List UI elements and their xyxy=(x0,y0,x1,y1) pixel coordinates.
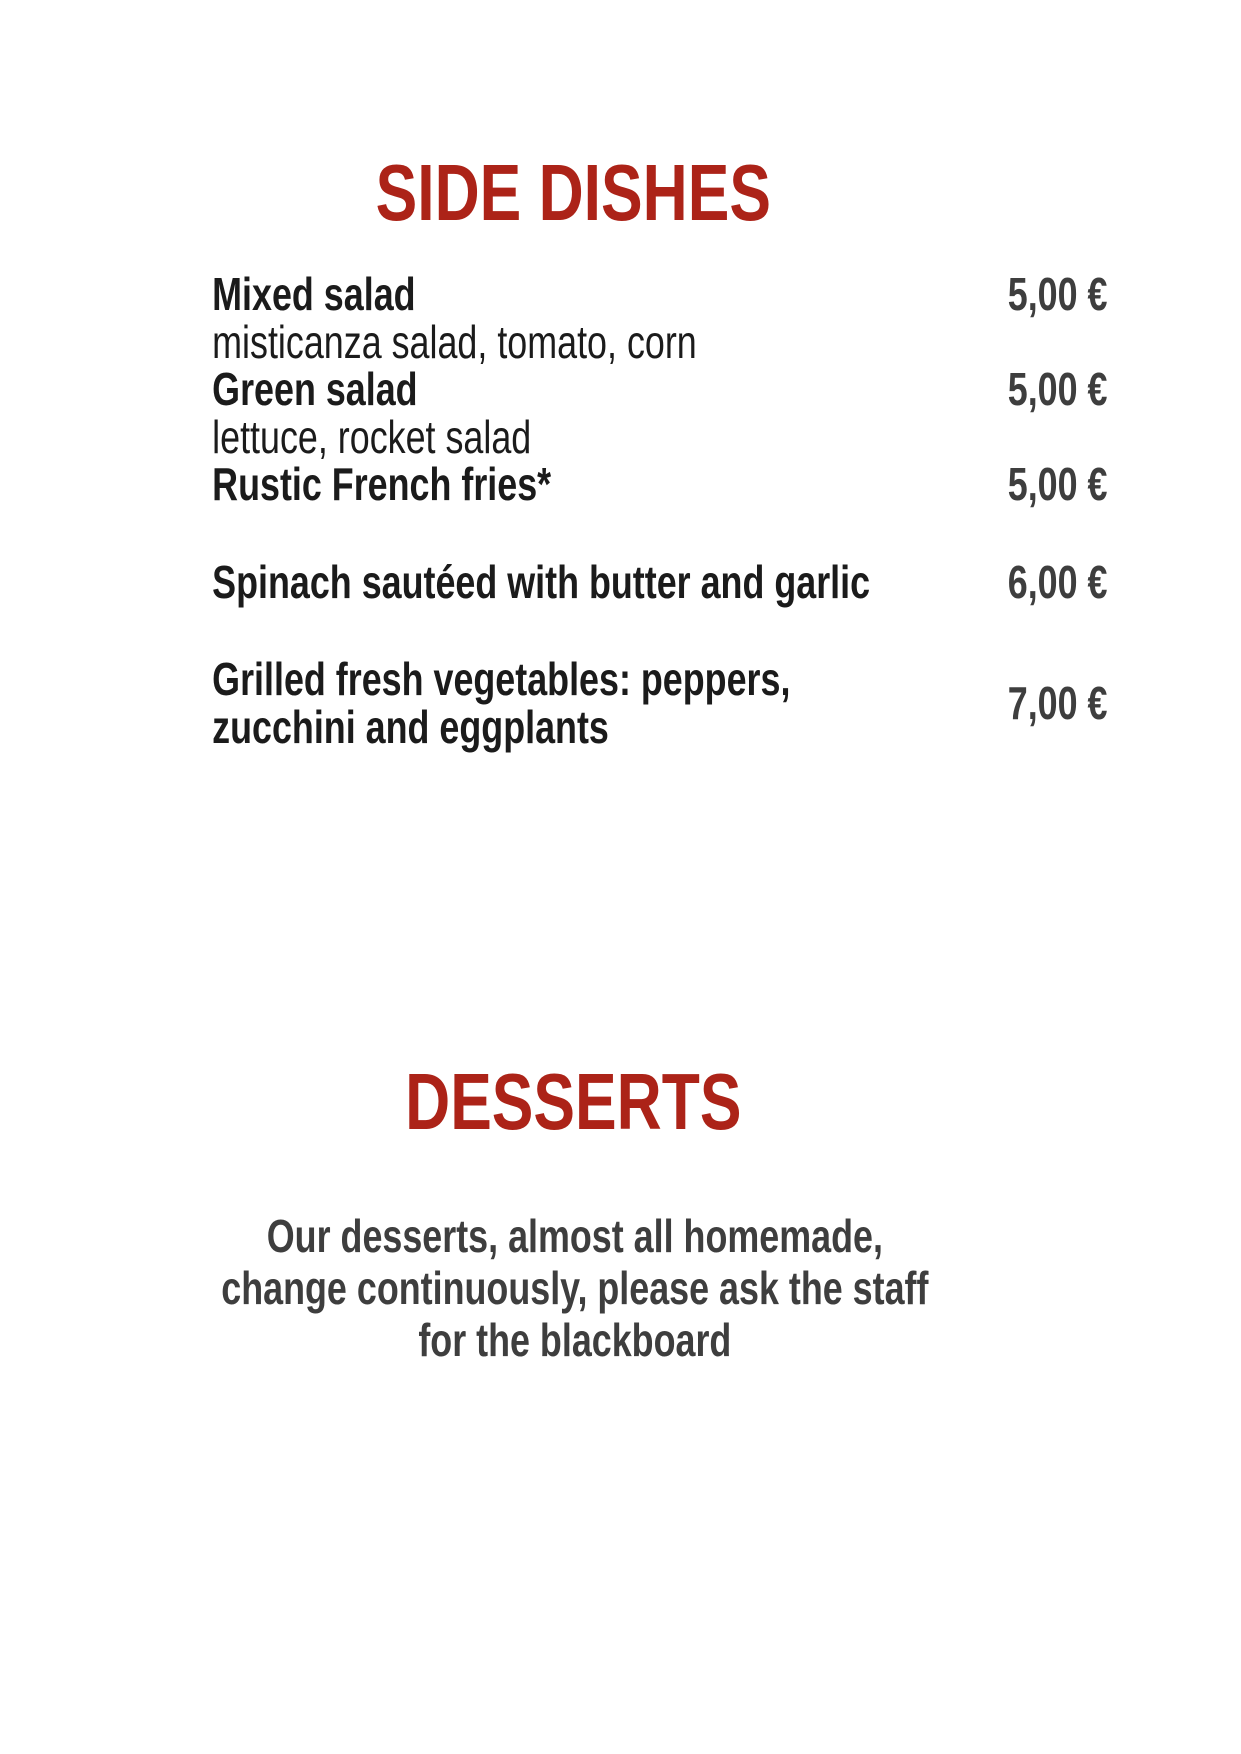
menu-item-row xyxy=(212,458,1195,510)
menu-item-price: 6,00 € xyxy=(1007,555,1108,608)
desserts-note-line: change continuously, please ask the staff xyxy=(221,1262,929,1314)
menu-item-name: Spinach sautéed with butter and garlic xyxy=(212,555,871,608)
menu-item-name xyxy=(212,653,1008,753)
side-dishes-heading: SIDE DISHES xyxy=(375,148,771,237)
menu-item-row xyxy=(212,555,1195,608)
menu-item-name: Green salad xyxy=(212,363,418,415)
menu-item-price: 5,00 € xyxy=(1007,363,1108,415)
menu-item-price: 5,00 € xyxy=(1007,268,1108,320)
menu-item-name: Mixed salad xyxy=(212,268,416,320)
menu-item-name-line: zucchini and eggplants xyxy=(212,700,609,753)
menu-item-description: misticanza salad, tomato, corn xyxy=(212,315,697,368)
menu-item-description-row xyxy=(212,315,1195,368)
menu-item-price: 5,00 € xyxy=(1007,458,1108,510)
desserts-note xyxy=(146,1210,1004,1366)
menu-item-name: Rustic French fries* xyxy=(212,458,552,510)
menu-item-row xyxy=(212,363,1195,415)
menu-item-row xyxy=(212,653,1195,753)
menu-item-name-line: Grilled fresh vegetables: peppers, xyxy=(212,653,791,705)
desserts-note-line: Our desserts, almost all homemade, xyxy=(266,1210,883,1262)
menu-item-description-row xyxy=(212,410,1195,463)
desserts-heading: DESSERTS xyxy=(405,1057,742,1146)
menu-item-description: lettuce, rocket salad xyxy=(212,410,532,463)
menu-item-price: 7,00 € xyxy=(1007,676,1108,729)
desserts-note-line: for the blackboard xyxy=(418,1314,732,1366)
side-dishes-list xyxy=(212,268,1195,753)
menu-item-row xyxy=(212,268,1195,320)
